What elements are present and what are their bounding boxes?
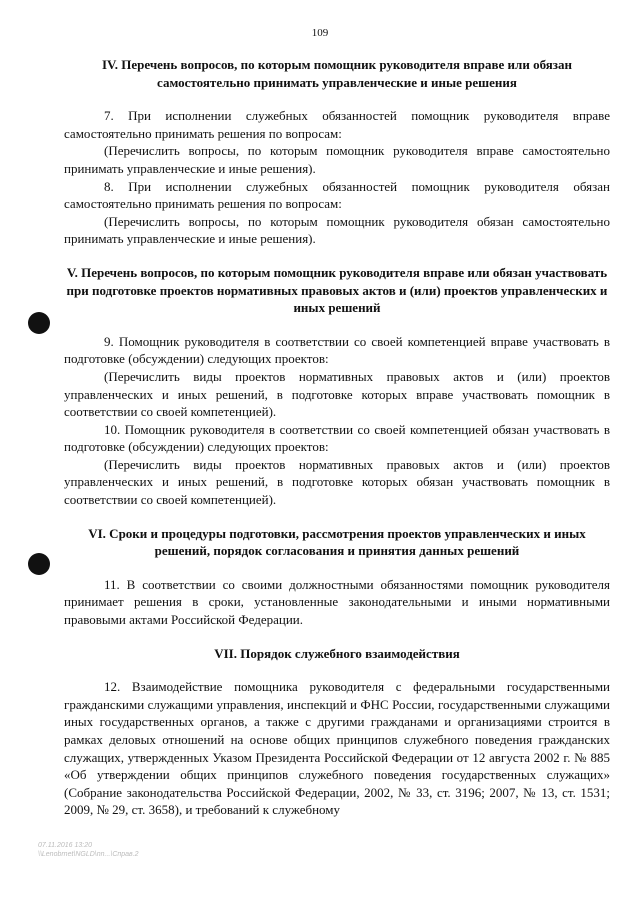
binder-hole [28, 553, 50, 575]
paragraph-8: 8. При исполнении служебных обязанностей помощник руководителя обязан самостоятельно принимать решения по вопросам: [64, 178, 610, 212]
page-number: 109 [311, 27, 329, 39]
section-vi-heading: VI. Сроки и процедуры подготовки, рассмотрения проектов управленческих и иных решений, порядок согласования и принятия данных решений [88, 525, 586, 559]
paragraph-10: 10. Помощник руководителя в соответствии со своей компетенцией обязан участвовать в подготовке (обсуждении) следующих проектов: [64, 421, 610, 455]
print-stamp-date: 07.11.2016 13:20 [38, 842, 92, 849]
paragraph-9: 9. Помощник руководителя в соответствии со своей компетенцией вправе участвовать в подготовке (обсуждении) следующих проектов: [64, 333, 610, 367]
paragraph-10-note: (Перечислить виды проектов нормативных правовых актов и (или) проектов управленческих и иных решений, в подготовке которых обязан участвовать помощник в соответствии со своей компетенцией). [64, 456, 610, 508]
document-body [64, 56, 610, 819]
print-stamp-path: \\Lenobrnet\NGLD\nn...\Справ.2 [38, 851, 139, 858]
paragraph-7-note: (Перечислить вопросы, по которым помощник руководителя вправе самостоятельно принимать управленческие и иные решения). [64, 143, 610, 176]
section-iv-heading: IV. Перечень вопросов, по которым помощник руководителя вправе или обязан самостоятельно принимать управленческие и иные решения [101, 57, 572, 90]
paragraph-7: 7. При исполнении служебных обязанностей помощник руководителя вправе самостоятельно принимать решения по вопросам: [64, 108, 610, 141]
paragraph-12: 12. Взаимодействие помощника руководителя с федеральными государственными гражданскими служащими управления, инспекций и ФНС России, государственными служащими иных государственных органов, а также с другими гражданами и организациями строится в рамках деловых отношений на основе общих принципов служебного поведения гражданских служащих, утвержденных Указом Президента Российской Федерации от 12 августа 2002 г. № 885 «Об утверждении общих принципов служебного поведения государственных служащих» (Собрание законодательства Российской Федерации, 2002, № 33, ст. 3196; 2007, № 13, ст. 1531; 2009, № 29, ст. 3658), и требований к служебному [64, 679, 610, 818]
section-v-heading: V. Перечень вопросов, по которым помощник руководителя вправе или обязан участвовать при подготовке проектов нормативных правовых актов и (или) проектов управленческих и иных решений [66, 264, 608, 316]
paragraph-11: 11. В соответствии со своими должностными обязанностями помощник руководителя принимает решения в сроки, установленные законодательными и иными нормативными правовыми актами Российской Федерации. [64, 576, 610, 628]
paragraph-8-note: (Перечислить вопросы, по которым помощник руководителя обязан самостоятельно принимать управленческие и иные решения). [64, 213, 610, 247]
binder-hole [28, 312, 50, 334]
section-vii-heading: VII. Порядок служебного взаимодействия [214, 645, 460, 661]
paragraph-9-note: (Перечислить виды проектов нормативных правовых актов и (или) проектов управленческих и иных решений, в подготовке которых вправе участвовать помощник в соответствии со своей компетенцией). [64, 368, 610, 420]
